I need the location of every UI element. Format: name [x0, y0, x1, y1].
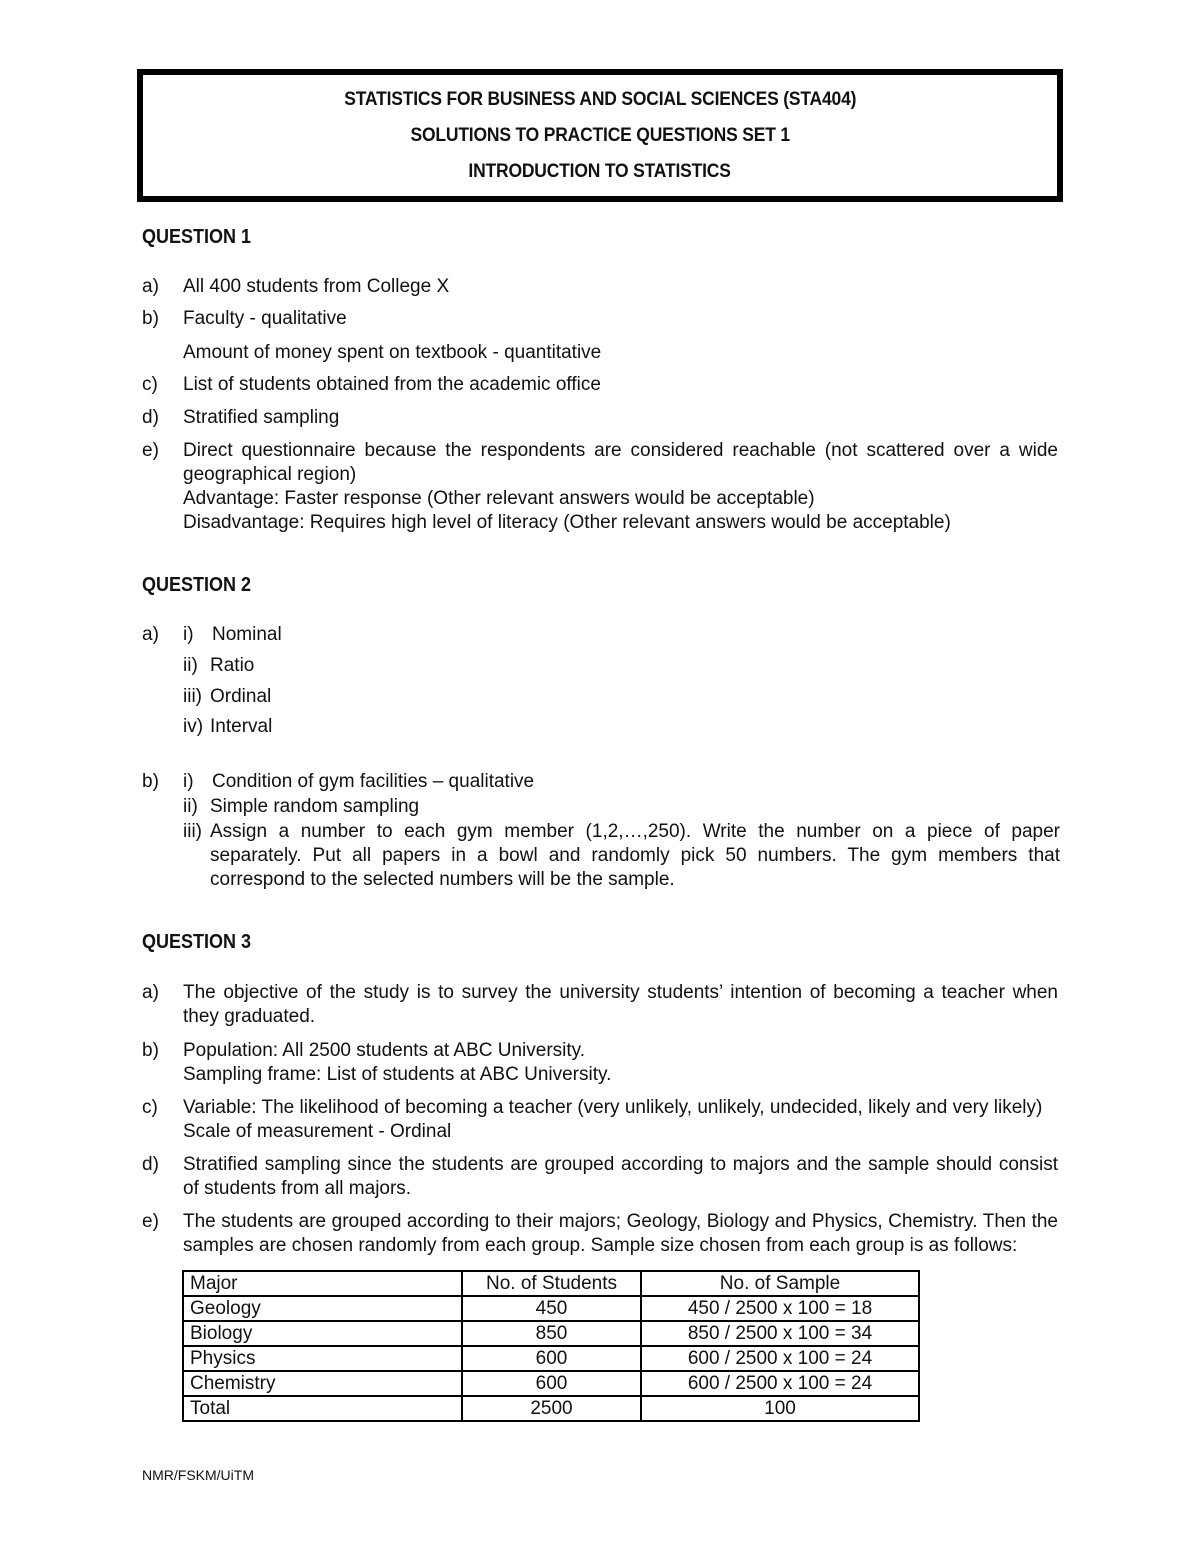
question-1-heading: QUESTION 1: [142, 226, 252, 248]
item-label: b): [142, 308, 159, 329]
sub-text: Condition of gym facilities – qualitative: [212, 771, 535, 792]
item-text: The objective of the study is to survey the university students’ intention of becoming a teacher when they graduated.: [183, 982, 1058, 1027]
sub-text: Simple random sampling: [210, 796, 420, 817]
item-label: d): [142, 407, 159, 428]
sub-label: i): [183, 771, 194, 792]
header-sample: No. of Sample: [641, 1271, 919, 1296]
population-text: Population: All 2500 students at ABC University.: [183, 1040, 586, 1061]
title-box: [137, 69, 1063, 202]
item-text: All 400 students from College X: [183, 276, 450, 297]
question-3-heading: QUESTION 3: [142, 931, 252, 953]
cell-sample: 450 / 2500 x 100 = 18: [641, 1296, 919, 1321]
sample-size-table: [182, 1270, 920, 1422]
table-header-row: [183, 1271, 919, 1296]
sub-label: iii): [183, 821, 202, 842]
sub-label: i): [183, 624, 194, 645]
item-label: e): [142, 1211, 159, 1232]
sub-label: ii): [183, 796, 198, 817]
table-row: [183, 1321, 919, 1346]
item-body: [183, 1039, 1058, 1087]
sub-text: Nominal: [212, 624, 282, 645]
item-label: b): [142, 771, 159, 792]
sub-label: iv): [183, 716, 204, 737]
item-label: c): [142, 374, 158, 395]
item-label: d): [142, 1154, 159, 1175]
table-row: [183, 1371, 919, 1396]
item-text: Faculty - qualitative: [183, 308, 347, 329]
cell-students: 2500: [462, 1396, 641, 1421]
cell-major: Total: [183, 1396, 462, 1421]
cell-sample: 600 / 2500 x 100 = 24: [641, 1346, 919, 1371]
item-text: The students are grouped according to their majors; Geology, Biology and Physics, Chemistry. Then the samples are chosen randomly from each group. Sample size chosen from each group is as follows:: [183, 1211, 1058, 1256]
sub-text: Interval: [210, 716, 273, 737]
table-row: [183, 1296, 919, 1321]
header-students: No. of Students: [462, 1271, 641, 1296]
item-label: a): [142, 624, 159, 645]
advantage-text: Advantage: Faster response (Other relevant answers would be acceptable): [183, 488, 815, 509]
question-2-heading: QUESTION 2: [142, 574, 252, 596]
disadvantage-text: Disadvantage: Requires high level of literacy (Other relevant answers would be acceptable): [183, 512, 951, 533]
course-title: STATISTICS FOR BUSINESS AND SOCIAL SCIENCES (STA404): [343, 88, 856, 110]
cell-students: 600: [462, 1371, 641, 1396]
scale-text: Scale of measurement - Ordinal: [183, 1121, 452, 1142]
item-label: c): [142, 1097, 158, 1118]
cell-major: Geology: [183, 1296, 462, 1321]
item-text: Amount of money spent on textbook - quantitative: [183, 342, 602, 363]
cell-major: Biology: [183, 1321, 462, 1346]
cell-major: Physics: [183, 1346, 462, 1371]
sampling-frame-text: Sampling frame: List of students at ABC University.: [183, 1064, 612, 1085]
item-text: Stratified sampling since the students are grouped according to majors and the sample should consist of students from all majors.: [183, 1154, 1058, 1199]
item-body: [183, 439, 1058, 535]
table-row: [183, 1346, 919, 1371]
table-total-row: [183, 1396, 919, 1421]
item-label: e): [142, 440, 159, 461]
item-label: b): [142, 1040, 159, 1061]
cell-sample: 100: [641, 1396, 919, 1421]
item-text: Stratified sampling: [183, 407, 340, 428]
sub-text: Ratio: [210, 655, 255, 676]
sub-label: iii): [183, 686, 202, 707]
item-label: a): [142, 982, 159, 1003]
topic-title: INTRODUCTION TO STATISTICS: [468, 160, 732, 182]
sub-text: Assign a number to each gym member (1,2,…,250). Write the number on a piece of paper separately. Put all papers in a bowl and randomly pick 50 numbers. The gym members that correspond to the selected numbers will be the sample.: [210, 821, 1060, 890]
set-title: SOLUTIONS TO PRACTICE QUESTIONS SET 1: [410, 124, 790, 146]
variable-text: Variable: The likelihood of becoming a teacher (very unlikely, unlikely, undecided, likely and very likely): [183, 1097, 1043, 1118]
cell-major: Chemistry: [183, 1371, 462, 1396]
cell-students: 600: [462, 1346, 641, 1371]
cell-sample: 850 / 2500 x 100 = 34: [641, 1321, 919, 1346]
item-text: List of students obtained from the academic office: [183, 374, 601, 395]
item-text: Direct questionnaire because the respondents are considered reachable (not scattered over a wide geographical region): [183, 440, 1058, 485]
item-body: [183, 1096, 1058, 1144]
page-footer: NMR/FSKM/UiTM: [142, 1467, 254, 1483]
cell-students: 450: [462, 1296, 641, 1321]
sub-text: Ordinal: [210, 686, 272, 707]
header-major: Major: [183, 1271, 462, 1296]
item-label: a): [142, 276, 159, 297]
cell-sample: 600 / 2500 x 100 = 24: [641, 1371, 919, 1396]
cell-students: 850: [462, 1321, 641, 1346]
sub-label: ii): [183, 655, 198, 676]
